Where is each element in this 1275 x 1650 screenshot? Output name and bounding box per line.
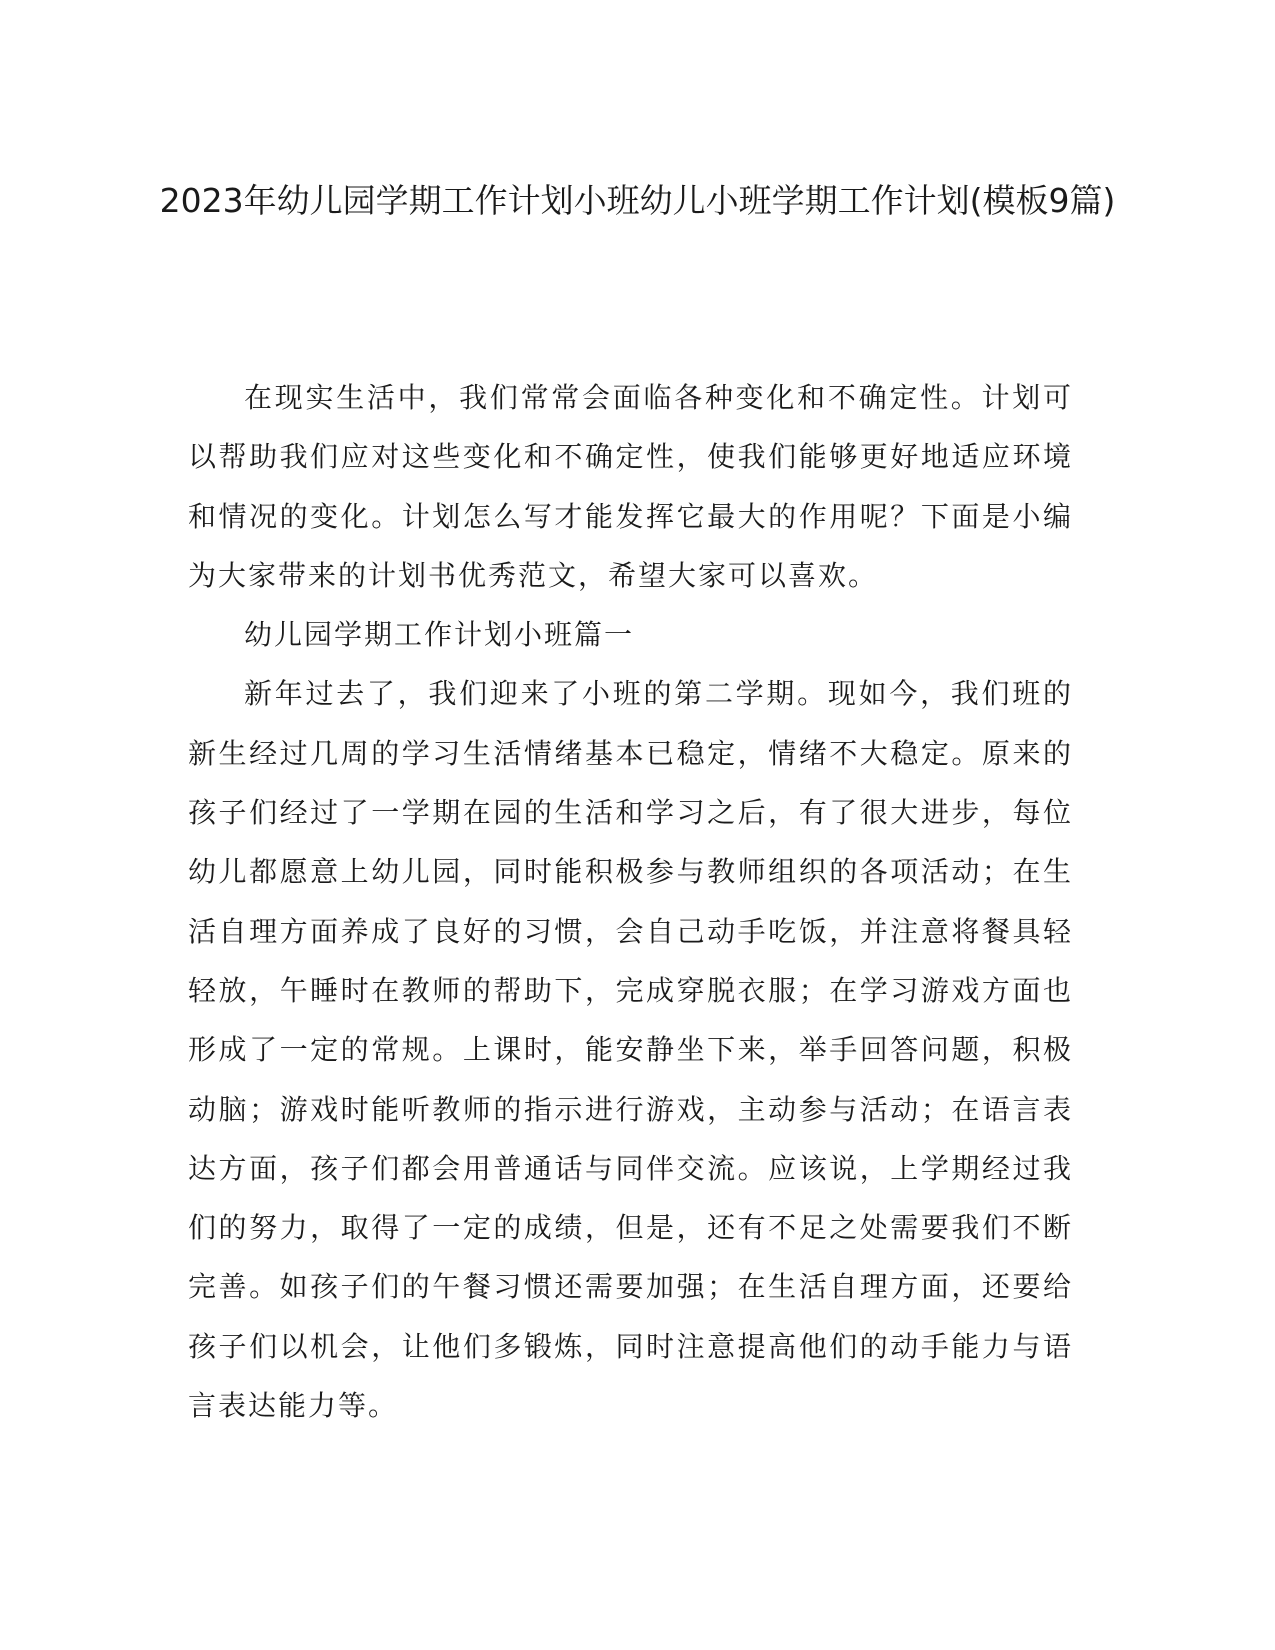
document-body [188, 368, 1073, 1435]
document-title: 2023年幼儿园学期工作计划小班幼儿小班学期工作计划(模板9篇) [159, 181, 1116, 220]
intro-paragraph: 在现实生活中，我们常常会面临各种变化和不确定性。计划可以帮助我们应对这些变化和不确定性，使我们能够更好地适应环境和情况的变化。计划怎么写才能发挥它最大的作用呢？下面是小编为大家带来的计划书优秀范文，希望大家可以喜欢。 [188, 381, 1073, 592]
body-paragraph: 新年过去了，我们迎来了小班的第二学期。现如今，我们班的新生经过几周的学习生活情绪基本已稳定，情绪不大稳定。原来的孩子们经过了一学期在园的生活和学习之后，有了很大进步，每位幼儿都愿意上幼儿园，同时能积极参与教师组织的各项活动；在生活自理方面养成了良好的习惯，会自己动手吃饭，并注意将餐具轻轻放，午睡时在教师的帮助下，完成穿脱衣服；在学习游戏方面也形成了一定的常规。上课时，能安静坐下来，举手回答问题，积极动脑；游戏时能听教师的指示进行游戏，主动参与活动；在语言表达方面，孩子们都会用普通话与同伴交流。应该说，上学期经过我们的努力，取得了一定的成绩，但是，还有不足之处需要我们不断完善。如孩子们的午餐习惯还需要加强；在生活自理方面，还要给孩子们以机会，让他们多锻炼，同时注意提高他们的动手能力与语言表达能力等。 [188, 677, 1073, 1423]
section-heading: 幼儿园学期工作计划小班篇一 [244, 618, 635, 652]
